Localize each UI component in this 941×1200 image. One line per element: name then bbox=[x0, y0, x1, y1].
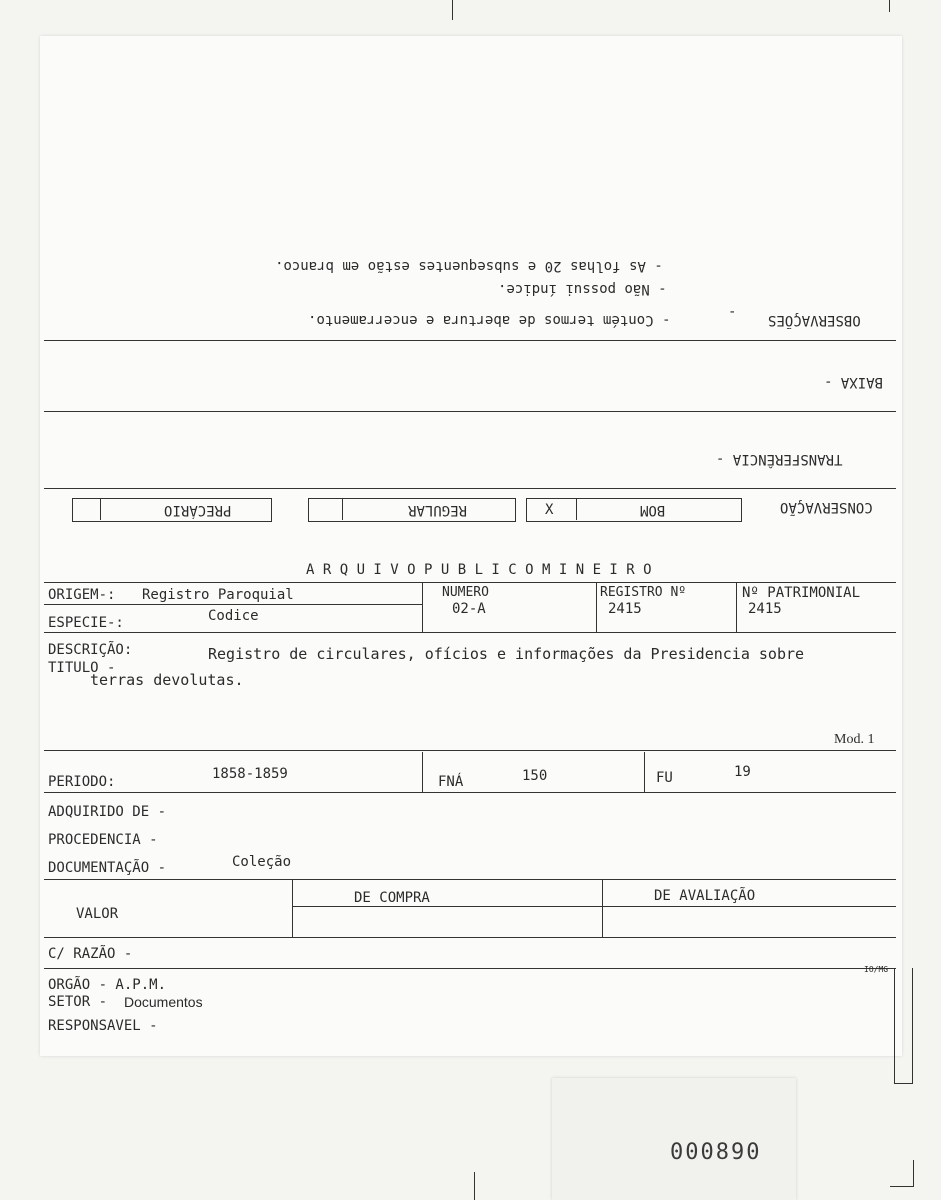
conservacao-label: CONSERVAÇÃO bbox=[780, 499, 873, 515]
titulo-line-1: Registro de circulares, ofícios e informações da Presidencia sobre bbox=[208, 645, 805, 663]
titulo-line-2: terras devolutas. bbox=[90, 671, 244, 689]
regular-label: REGULAR bbox=[408, 502, 468, 518]
observacoes-dash: - bbox=[728, 304, 737, 320]
documentacao-label: DOCUMENTAÇÃO - bbox=[48, 860, 167, 876]
registro-label: REGISTRO Nº bbox=[600, 585, 687, 600]
especie-label: ESPECIE-: bbox=[48, 615, 124, 631]
observacoes-label: OBSERVAÇÕES bbox=[768, 312, 861, 328]
patrimonial-label: Nº PATRIMONIAL bbox=[742, 585, 861, 601]
baixa-label: BAIXA - bbox=[824, 374, 884, 390]
rule-transferencia bbox=[44, 488, 896, 489]
setor-label: SETOR - bbox=[48, 994, 108, 1010]
grid-div-3 bbox=[736, 582, 737, 632]
model-number: Mod. 1 bbox=[834, 732, 875, 747]
titulo-label: TITULO - bbox=[48, 660, 116, 676]
binding-mark-left bbox=[452, 0, 453, 20]
regular-divider bbox=[342, 498, 343, 520]
rule-baixa bbox=[44, 411, 896, 412]
bom-divider bbox=[576, 498, 577, 520]
orgao-label: ORGÃO - A.P.M. bbox=[48, 977, 167, 993]
razao-label: C/ RAZÃO - bbox=[48, 946, 133, 962]
de-compra-label: DE COMPRA bbox=[354, 890, 430, 906]
grid-div-1 bbox=[422, 582, 423, 632]
rule-grid-bottom bbox=[44, 632, 896, 633]
catalog-card bbox=[40, 36, 902, 1056]
rule-observacoes bbox=[44, 340, 896, 341]
observacoes-line-3: - As folhas 20 e subsequentes estão em branco. bbox=[275, 258, 663, 274]
bracket-left bbox=[894, 968, 895, 1084]
valor-label: VALOR bbox=[76, 906, 119, 922]
periodo-label: PERIODO: bbox=[48, 774, 116, 790]
rule-valor-mid bbox=[292, 906, 896, 907]
binding-mark-bottom bbox=[474, 1172, 475, 1200]
bom-label: BOM bbox=[640, 502, 666, 518]
grid-div-2 bbox=[596, 582, 597, 632]
fu-label: FU bbox=[656, 770, 673, 786]
patrimonial-value: 2415 bbox=[748, 601, 782, 617]
rule-razao bbox=[44, 968, 896, 969]
precario-divider bbox=[100, 498, 101, 520]
observacoes-line-1: - Contém termos de abertura e encerramento. bbox=[308, 312, 671, 328]
documentacao-value: Coleção bbox=[232, 854, 292, 870]
descricao-label: DESCRIÇÃO: bbox=[48, 642, 133, 658]
origem-label: ORIGEM-: bbox=[48, 587, 116, 603]
periodo-div-2 bbox=[644, 752, 645, 792]
corner-mark-v bbox=[913, 1160, 914, 1186]
periodo-value: 1858-1859 bbox=[212, 766, 288, 782]
origem-value: Registro Paroquial bbox=[142, 587, 294, 603]
registro-value: 2415 bbox=[608, 601, 642, 617]
bracket-right bbox=[912, 968, 913, 1084]
fna-value: 150 bbox=[522, 768, 548, 784]
rule-periodo bbox=[44, 792, 896, 793]
corner-mark-h bbox=[890, 1186, 914, 1187]
adquirido-label: ADQUIRIDO DE - bbox=[48, 804, 167, 820]
rule-documentacao bbox=[44, 879, 896, 880]
numero-label: NUMERO bbox=[442, 585, 489, 600]
fu-value: 19 bbox=[734, 764, 751, 780]
de-avaliacao-label: DE AVALIAÇÃO bbox=[654, 888, 756, 904]
fna-label: FNÁ bbox=[438, 774, 464, 790]
binding-mark-right bbox=[889, 0, 890, 12]
stamp-number: 000890 bbox=[670, 1140, 762, 1165]
responsavel-label: RESPONSAVEL - bbox=[48, 1018, 158, 1034]
bom-mark: X bbox=[545, 502, 554, 518]
stamp-card bbox=[552, 1078, 796, 1200]
rule-origem bbox=[44, 604, 422, 605]
institution-name: A R Q U I V O P U B L I C O M I N E I R O bbox=[306, 562, 652, 578]
especie-value: Codice bbox=[208, 608, 259, 624]
precario-label: PRECÁRIO bbox=[164, 502, 232, 518]
transferencia-label: TRANSFERÊNCIA - bbox=[716, 451, 843, 467]
rule-valor bbox=[44, 937, 896, 938]
bom-checkbox bbox=[526, 498, 742, 522]
procedencia-label: PROCEDENCIA - bbox=[48, 832, 158, 848]
observacoes-line-2: - Não possui índice. bbox=[498, 281, 667, 297]
rule-grid-top bbox=[44, 582, 896, 583]
rule-mod bbox=[44, 750, 896, 751]
valor-div-2 bbox=[602, 879, 603, 937]
periodo-div-1 bbox=[422, 752, 423, 792]
bracket-bottom bbox=[894, 1083, 913, 1084]
valor-div-1 bbox=[292, 879, 293, 937]
setor-value: Documentos bbox=[124, 994, 203, 1010]
corner-code: IO/MG bbox=[864, 965, 889, 974]
numero-value: 02-A bbox=[452, 601, 486, 617]
